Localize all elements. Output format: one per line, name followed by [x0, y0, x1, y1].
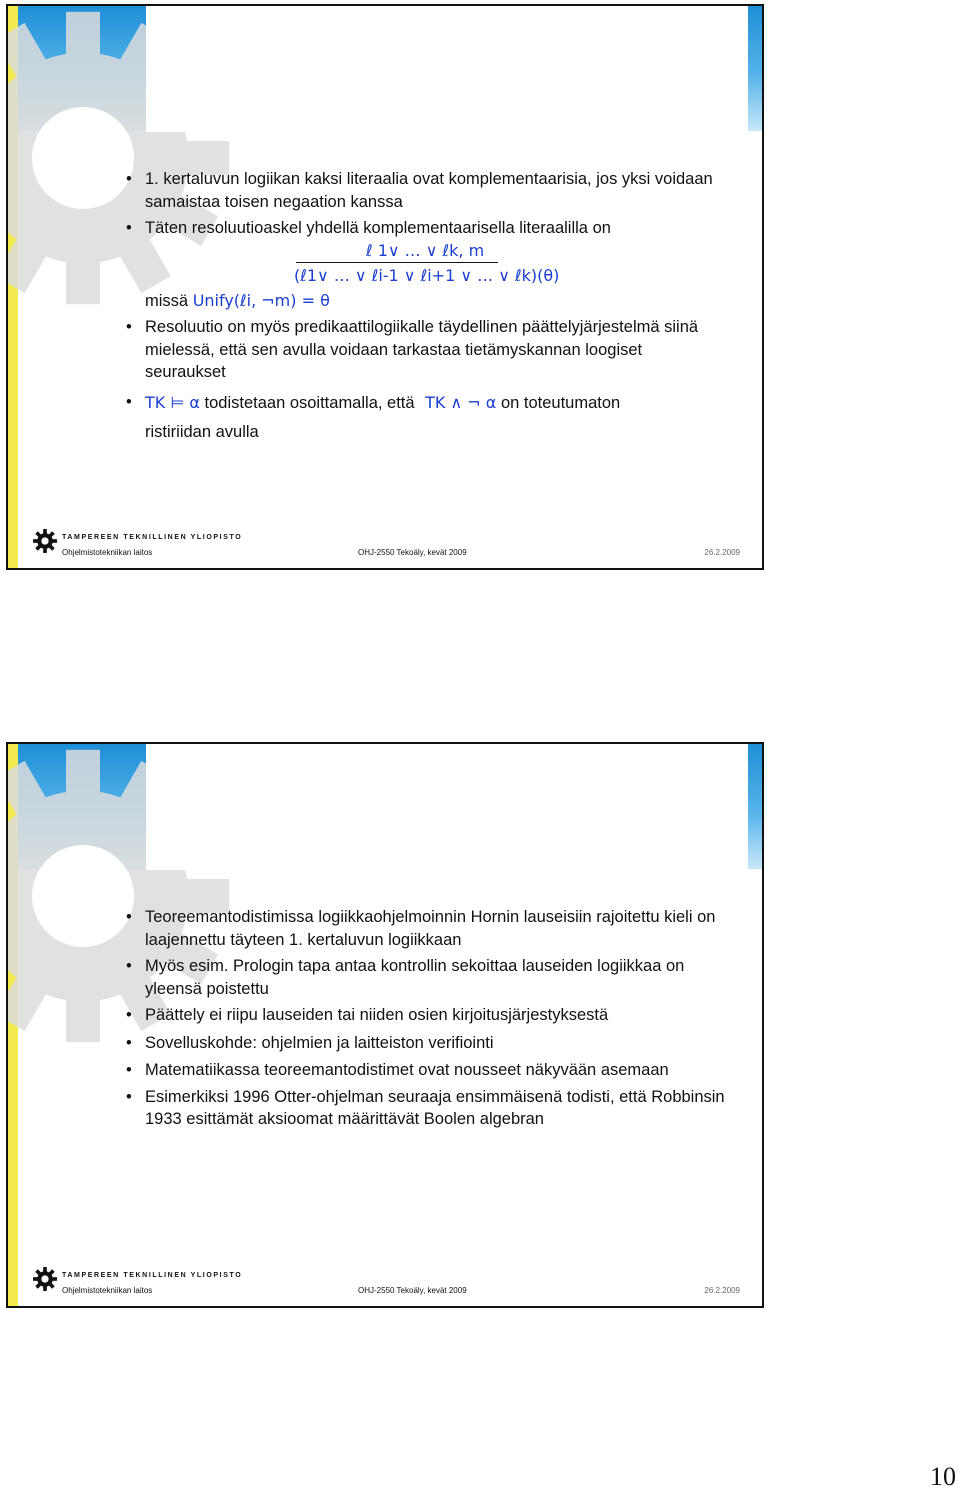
department: Ohjelmistotekniikan laitos	[62, 548, 153, 557]
university-name: TAMPEREEN TEKNILLINEN YLIOPISTO	[62, 534, 243, 541]
slide-number: 117	[729, 768, 744, 778]
bullet-item: • Täten resoluutioaskel yhdellä komplementaarisella literaalilla on	[126, 217, 726, 240]
slide-117	[6, 742, 764, 1308]
rule-premises: ℓ 1∨ … ∨ ℓk, m	[296, 240, 498, 263]
university-logo-icon	[32, 1266, 58, 1292]
slide-date: 26.2.2009	[704, 548, 740, 557]
slide-content	[126, 906, 726, 1135]
header-card	[146, 744, 748, 870]
slide-116	[6, 4, 764, 570]
bullet-item: • Resoluutio on myös predikaattilogiikalle täydellinen päättelyjärjestelmä siinä mielessä, että sen avulla voidaan tarkastaa tietämyskannan loogiset seuraukset	[126, 316, 726, 384]
conjunction-expression: TK ∧ ¬ α	[425, 392, 497, 412]
bullet-item: • Sovelluskohde: ohjelmien ja laitteiston verifiointi	[126, 1032, 726, 1055]
bullet-item: • 1. kertaluvun logiikan kaksi literaalia ovat komplementaarisia, jos yksi voidaan samaistaa toisen negaation kanssa	[126, 168, 726, 213]
slide-content	[126, 168, 726, 451]
resolution-rule	[126, 240, 726, 290]
bullet-item: • TK ⊨ α todistetaan osoittamalla, että TK ∧ ¬ α on toteutumaton ristiriidan avulla	[126, 388, 726, 447]
page-number: 10	[930, 1462, 956, 1491]
unify-expression: Unify(ℓi, ¬m) = θ	[192, 290, 330, 310]
bullet-item: • Myös esim. Prologin tapa antaa kontrollin sekoittaa lauseiden logiikkaa on yleensä poistettu	[126, 955, 726, 1000]
slide-footer	[8, 1260, 762, 1306]
slide-date: 26.2.2009	[704, 1286, 740, 1295]
entailment-expression: TK ⊨ α	[145, 392, 200, 412]
department: Ohjelmistotekniikan laitos	[62, 1286, 153, 1295]
course-name: OHJ-2550 Tekoäly, kevät 2009	[358, 548, 467, 557]
course-name: OHJ-2550 Tekoäly, kevät 2009	[358, 1286, 467, 1295]
university-name: TAMPEREEN TEKNILLINEN YLIOPISTO	[62, 1272, 243, 1279]
slide-number: 116	[729, 30, 744, 40]
header-card	[146, 6, 748, 132]
slide-footer	[8, 522, 762, 568]
bullet-item: • Matematiikassa teoreemantodistimet ovat nousseet näkyvään asemaan	[126, 1059, 726, 1082]
bullet-item: • Päättely ei riipu lauseiden tai niiden osien kirjoitusjärjestyksestä	[126, 1004, 726, 1027]
bullet-item: • Teoreemantodistimissa logiikkaohjelmoinnin Hornin lauseisiin rajoitettu kieli on laajennettu täyteen 1. kertaluvun logiikkaan	[126, 906, 726, 951]
university-logo-icon	[32, 528, 58, 554]
rule-conclusion: (ℓ1∨ … ∨ ℓi-1 ∨ ℓi+1 ∨ … ∨ ℓk)(θ)	[294, 265, 560, 285]
unifier-line: missä Unify(ℓi, ¬m) = θ	[145, 290, 330, 310]
bullet-item: • Esimerkiksi 1996 Otter-ohjelman seuraaja ensimmäisenä todisti, että Robbinsin 1933 esittämät aksioomat määrittävät Boolen algebran	[126, 1086, 726, 1131]
